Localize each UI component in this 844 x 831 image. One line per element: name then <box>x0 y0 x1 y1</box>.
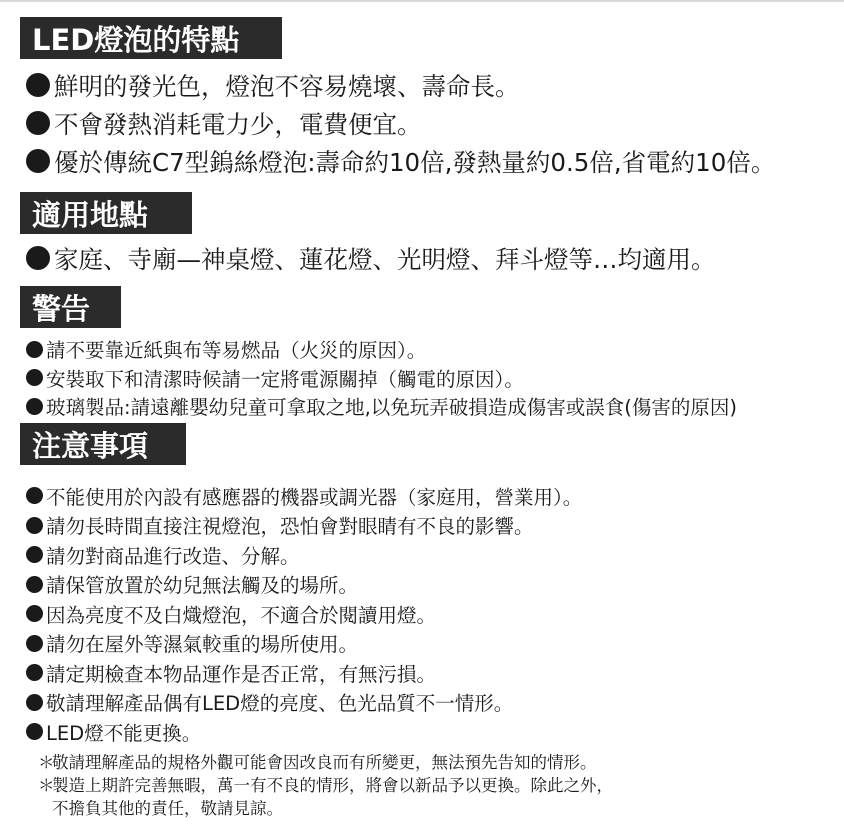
list-item-text: 因為亮度不及白熾燈泡，不適合於閱讀用燈。 <box>46 603 437 627</box>
list-item <box>26 364 737 393</box>
top-divider <box>0 0 844 2</box>
asterisk-icon: ＊ <box>38 775 55 795</box>
bullet-icon <box>26 341 43 358</box>
list-item-text: 玻璃製品:請遠離嬰幼兒童可拿取之地,以免玩弄破損造成傷害或誤食(傷害的原因) <box>46 396 737 420</box>
list-item-text: 請保管放置於幼兒無法觸及的場所。 <box>46 574 359 598</box>
bullet-icon <box>26 605 43 622</box>
list-item <box>26 599 582 629</box>
led-features-list <box>26 66 775 180</box>
section-heading-warning <box>20 286 121 328</box>
bullet-icon <box>26 73 50 97</box>
footnote <box>38 749 613 772</box>
section-title: 警告 <box>32 291 91 326</box>
section-title: 適用地點 <box>32 197 149 232</box>
list-item <box>26 104 775 142</box>
footnote-text: 製造上期許完善無暇，萬一有不良的情形，將會以新品予以更換。除此之外， <box>52 775 613 795</box>
list-item-text: 請定期檢查本物品運作是否正常，有無污損。 <box>46 662 437 686</box>
list-item-text: 請不要靠近紙與布等易燃品（火災的原因）。 <box>46 339 427 363</box>
section-heading-applicable-places <box>20 192 192 234</box>
list-item-text: 敬請理解產品偶有LED燈的亮度、色光品質不一情形。 <box>46 692 514 716</box>
bullet-icon <box>26 694 43 711</box>
bullet-icon <box>26 111 50 135</box>
list-item <box>26 335 737 364</box>
list-item <box>26 717 582 747</box>
section-heading-led-features <box>20 17 282 59</box>
list-item <box>26 481 582 511</box>
footnotes <box>38 749 613 818</box>
bullet-icon <box>26 487 43 504</box>
list-item-text: 不能使用於內設有感應器的機器或調光器（家庭用，營業用）。 <box>46 485 583 509</box>
footnote-text: 敬請理解產品的規格外觀可能會因改良而有所變更，無法預先告知的情形。 <box>52 752 597 772</box>
list-item <box>26 392 737 421</box>
list-item-text: 優於傳統C7型鎢絲燈泡:壽命約10倍,發熱量約0.5倍,省電約10倍。 <box>54 147 776 177</box>
list-item-text: 鮮明的發光色，燈泡不容易燒壞、壽命長。 <box>54 71 520 101</box>
list-item <box>26 629 582 659</box>
warning-list <box>26 335 737 421</box>
list-item-text: 安裝取下和清潔時候請一定將電源關掉（觸電的原因）。 <box>46 367 524 391</box>
bullet-icon <box>26 517 43 534</box>
bullet-icon <box>26 246 50 270</box>
bullet-icon <box>26 546 43 563</box>
list-item <box>26 658 582 688</box>
notes-list <box>26 481 582 747</box>
footnote-text: 不擔負其他的責任，敬請見諒。 <box>52 798 283 818</box>
footnote-continuation <box>38 795 613 818</box>
list-item <box>26 66 775 104</box>
bullet-icon <box>26 149 50 173</box>
bullet-icon <box>26 723 43 740</box>
list-item-text: LED燈不能更換。 <box>46 721 202 745</box>
bullet-icon <box>26 398 43 415</box>
bullet-icon <box>26 635 43 652</box>
list-item <box>26 570 582 600</box>
list-item <box>26 239 716 277</box>
list-item-text: 家庭、寺廟—神桌燈、蓮花燈、光明燈、拜斗燈等…均適用。 <box>54 244 716 274</box>
bullet-icon <box>26 576 43 593</box>
list-item <box>26 511 582 541</box>
list-item <box>26 688 582 718</box>
section-heading-notes <box>20 423 186 465</box>
bullet-icon <box>26 664 43 681</box>
section-title: LED燈泡的特點 <box>32 22 240 57</box>
list-item-text: 請勿對商品進行改造、分解。 <box>46 544 300 568</box>
asterisk-icon: ＊ <box>38 752 55 772</box>
section-title: 注意事項 <box>32 428 149 463</box>
list-item <box>26 142 775 180</box>
list-item <box>26 540 582 570</box>
list-item-text: 請勿在屋外等濕氣較重的場所使用。 <box>46 633 359 657</box>
applicable-places-list <box>26 239 716 277</box>
list-item-text: 不會發熱消耗電力少，電費便宜。 <box>54 109 422 139</box>
footnote <box>38 772 613 795</box>
list-item-text: 請勿長時間直接注視燈泡，恐怕會對眼睛有不良的影響。 <box>46 515 534 539</box>
bullet-icon <box>26 369 43 386</box>
